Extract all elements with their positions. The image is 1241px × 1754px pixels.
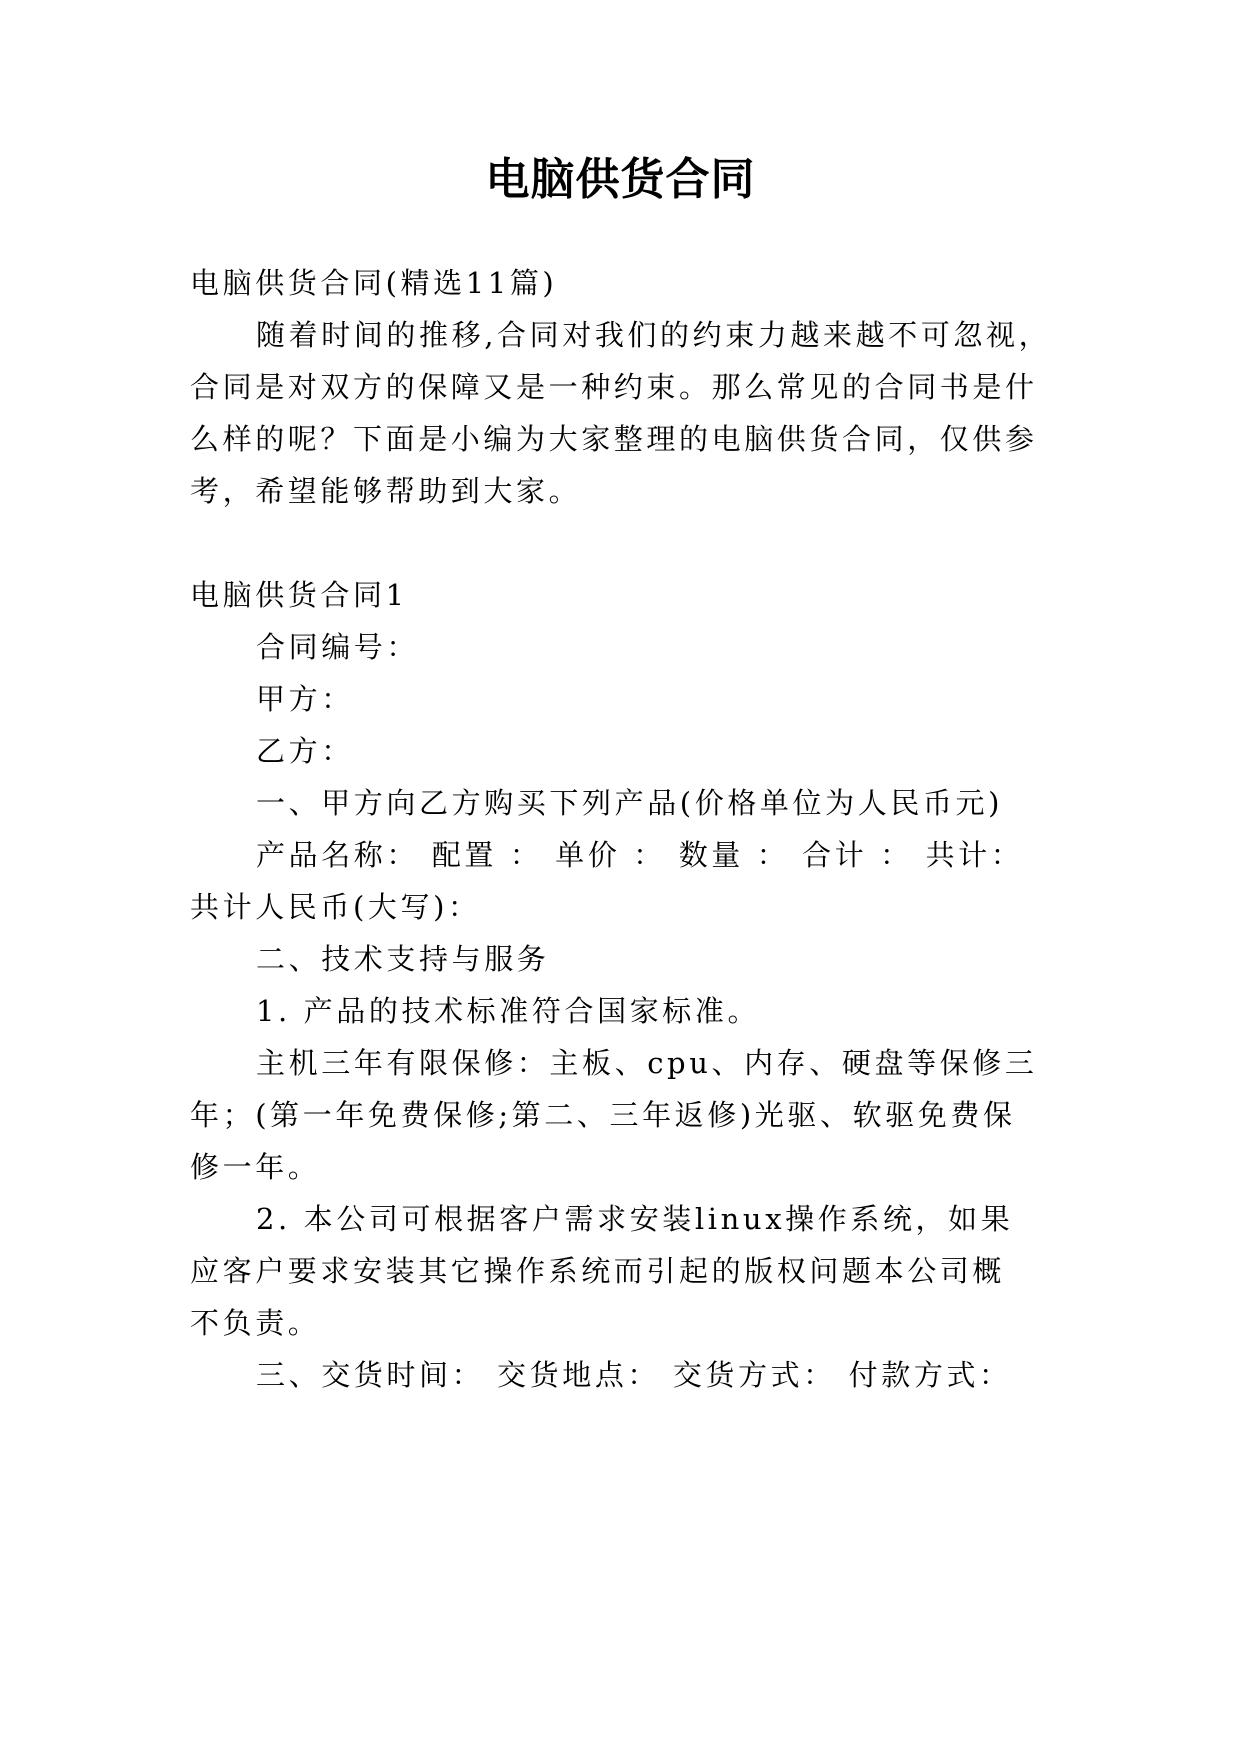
contract-number-label: 合同编号：: [256, 630, 420, 664]
warranty-line-3: 修一年。: [190, 1150, 321, 1184]
clause-2-item-2-line-3: 不负责。: [190, 1306, 321, 1340]
intro-line-3: 么样的呢？下面是小编为大家整理的电脑供货合同，仅供参: [190, 422, 1038, 456]
product-fields: 产品名称： 配置 ： 单价 ： 数量 ： 合计 ： 共计：: [256, 838, 1024, 872]
total-rmb-label: 共计人民币(大写)：: [190, 890, 481, 924]
intro-line-4: 考，希望能够帮助到大家。: [190, 474, 582, 508]
clause-1-heading: 一、甲方向乙方购买下列产品(价格单位为人民币元): [256, 786, 1004, 820]
intro-line-2: 合同是对双方的保障又是一种约束。那么常见的合同书是什: [190, 370, 1038, 404]
clause-3-line: 三、交货时间： 交货地点： 交货方式： 付款方式：: [256, 1358, 1012, 1392]
clause-2-item-2-line-2: 应客户要求安装其它操作系统而引起的版权问题本公司概: [190, 1254, 1006, 1288]
document-title: 电脑供货合同: [485, 154, 756, 205]
section-heading: 电脑供货合同1: [190, 578, 408, 612]
warranty-line-2: 年；(第一年免费保修;第二、三年返修)光驱、软驱免费保: [190, 1098, 1016, 1132]
clause-2-item-2-line-1: 2. 本公司可根据客户需求安装linux操作系统，如果: [256, 1202, 1014, 1236]
party-a-label: 甲方：: [256, 682, 354, 716]
party-b-label: 乙方：: [256, 734, 354, 768]
warranty-line-1: 主机三年有限保修：主板、cpu、内存、硬盘等保修三: [256, 1046, 1038, 1080]
intro-line-1: 随着时间的推移,合同对我们的约束力越来越不可忽视，: [256, 318, 1052, 352]
document-subtitle: 电脑供货合同(精选11篇): [190, 266, 558, 300]
clause-2-item-1: 1. 产品的技术标准符合国家标准。: [256, 994, 761, 1028]
clause-2-heading: 二、技术支持与服务: [256, 942, 550, 976]
